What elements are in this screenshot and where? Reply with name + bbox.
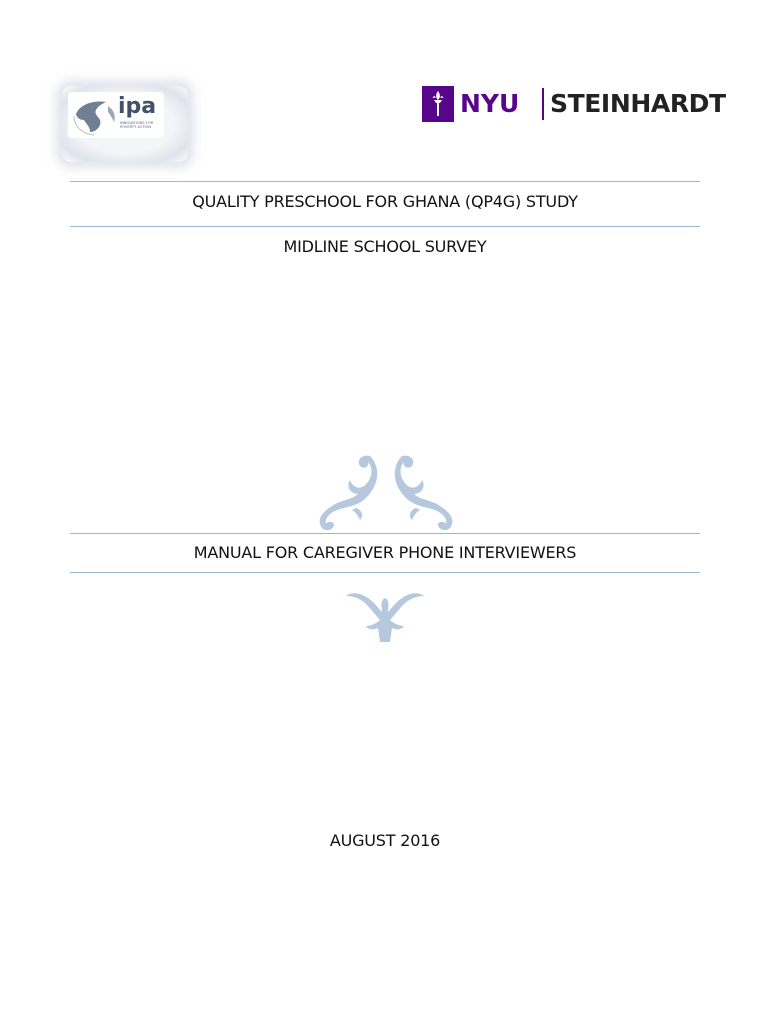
ipa-wordmark: ipa (118, 94, 157, 119)
ipa-tagline: INNOVATIONS FOR POVERTY ACTION (120, 121, 154, 130)
floral-drop-ornament-icon (344, 590, 426, 646)
nyu-wordmark: NYU (460, 89, 520, 118)
logo-divider (542, 88, 544, 120)
survey-title: MIDLINE SCHOOL SURVEY (283, 237, 487, 256)
floral-ornament-icon (312, 450, 460, 532)
globe-icon (72, 96, 120, 136)
top-rule (70, 181, 700, 182)
ipa-logo (62, 86, 188, 162)
manual-top-rule (70, 533, 700, 534)
nyu-steinhardt-logo (422, 86, 726, 122)
document-date: AUGUST 2016 (329, 831, 441, 850)
steinhardt-wordmark: STEINHARDT (550, 89, 726, 118)
study-title: QUALITY PRESCHOOL FOR GHANA (QP4G) STUDY (192, 192, 578, 211)
manual-title: MANUAL FOR CAREGIVER PHONE INTERVIEWERS (193, 543, 577, 562)
torch-icon (422, 86, 454, 122)
title-rule (70, 226, 700, 227)
ipa-logo-card (68, 92, 164, 138)
manual-bottom-rule (70, 572, 700, 573)
